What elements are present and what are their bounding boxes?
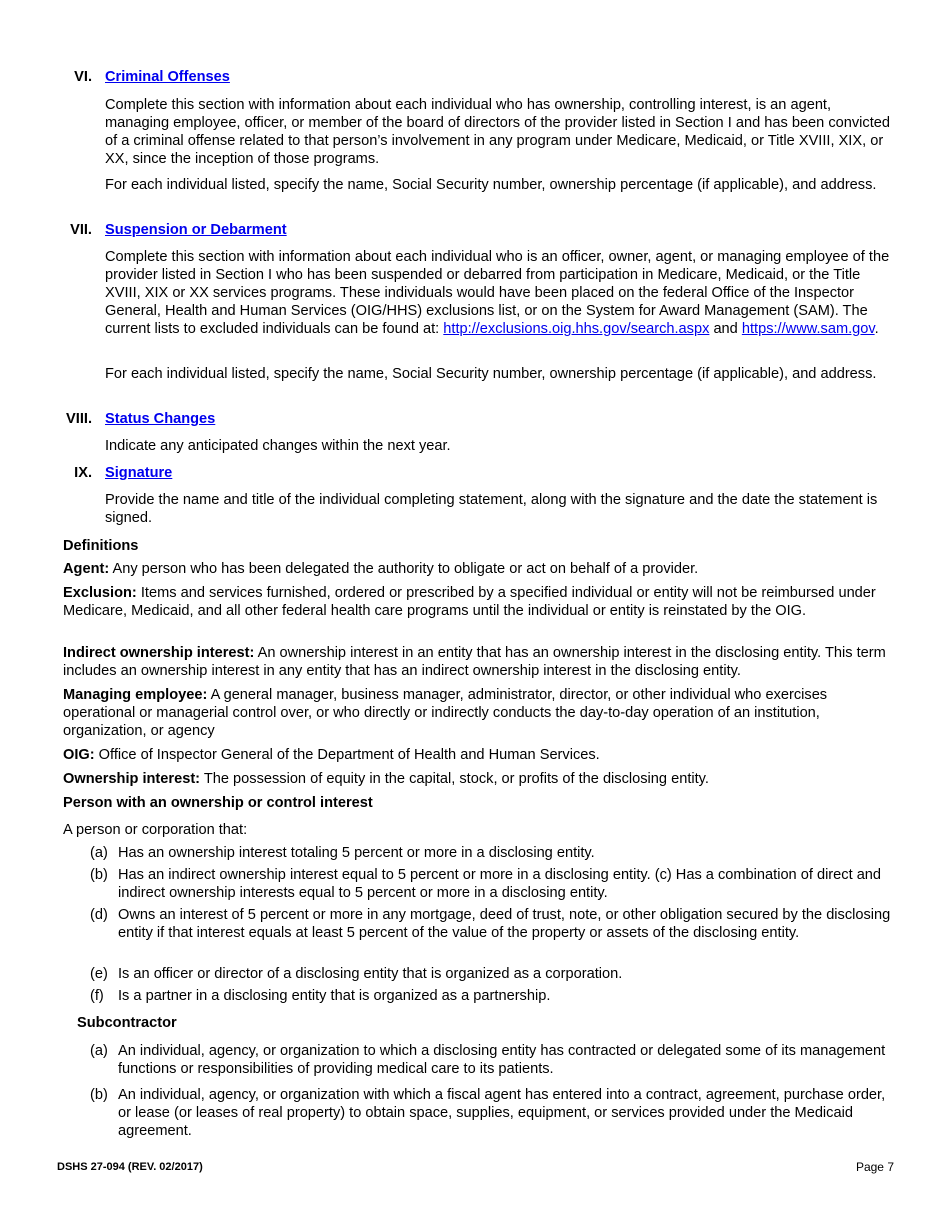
section-number: IX. bbox=[74, 465, 92, 481]
section-ix-title-link[interactable]: Signature bbox=[105, 465, 173, 481]
list-text: An individual, agency, or organization to which a disclosing entity has contracted or delegated some of its management functions or responsibilities of providing medical care to its patients. bbox=[118, 1043, 886, 1077]
definition-text: The possession of equity in the capital, stock, or profits of the disclosing entity. bbox=[200, 771, 709, 787]
term-oig: OIG: bbox=[63, 747, 95, 763]
definition-text: Items and services furnished, ordered or prescribed by a specified individual or entity will not be reimbursed under Medicare, Medicaid, and all other federal health care programs until the individual or entity is reinstated by the OIG. bbox=[63, 585, 876, 619]
section-vi-paragraph-2: For each individual listed, specify the name, Social Security number, ownership percentage (if applicable), and address. bbox=[105, 177, 877, 193]
definition-indirect-ownership bbox=[63, 644, 895, 680]
definition-managing-employee bbox=[63, 686, 895, 740]
section-vii-paragraph bbox=[105, 248, 895, 338]
and-text: and bbox=[709, 321, 742, 337]
list-label: (a) bbox=[90, 1043, 108, 1059]
list-label: (b) bbox=[90, 867, 108, 883]
list-label: (f) bbox=[90, 988, 104, 1004]
definition-text: A general manager, business manager, administrator, director, or other individual who exercises operational or managerial control over, or who directly or indirectly conducts the day-to-day operation of an institution, organization, or agency bbox=[63, 687, 828, 739]
section-vii-text: Complete this section with information about each individual who is an officer, owner, agent, or managing employee of the provider listed in Section I who has been suspended or debarred from participation in Medicare, Medicaid, or the Title XVIII, XIX or XX services programs. These individuals would have been placed on the federal Office of the Inspector General, Health and Human Services (OIG/HHS) exclusions list, or on the System for Award Management (SAM). The current lists to excluded individuals can be found at: bbox=[105, 249, 890, 337]
definition-text: Office of Inspector General of the Department of Health and Human Services. bbox=[94, 747, 600, 763]
list-text: Owns an interest of 5 percent or more in any mortgage, deed of trust, note, or other obligation secured by the disclosing entity if that interest equals at least 5 percent of the value of the property or assets of the disclosing entity. bbox=[118, 907, 891, 941]
term-indirect-ownership: Indirect ownership interest: bbox=[63, 645, 255, 661]
list-label: (d) bbox=[90, 907, 108, 923]
subcontractor-heading: Subcontractor bbox=[77, 1015, 177, 1031]
list-label: (e) bbox=[90, 966, 108, 982]
section-vi-paragraph: Complete this section with information about each individual who has ownership, controlling interest, is an agent, managing employee, officer, or member of the board of directors of the provider listed in Section I and has been convicted of a criminal offense related to that person’s involvement in any program under Medicare, Medicaid, or Title XVIII, XIX, or XX, since the inception of those programs. bbox=[105, 97, 890, 167]
definition-oig bbox=[63, 746, 895, 764]
list-text: Has an indirect ownership interest equal to 5 percent or more in a disclosing entity. (c) Has a combination of direct and indirect ownership interests equal to 5 percent or more in a disclosing entity. bbox=[118, 867, 882, 901]
list-label: (b) bbox=[90, 1087, 108, 1103]
definition-ownership-interest bbox=[63, 770, 895, 788]
section-vii-title-link[interactable]: Suspension or Debarment bbox=[105, 222, 287, 238]
sam-gov-link[interactable]: https://www.sam.gov bbox=[741, 321, 875, 337]
section-number: VIII. bbox=[66, 411, 92, 427]
definition-exclusion bbox=[63, 584, 895, 620]
term-exclusion: Exclusion: bbox=[63, 585, 137, 601]
term-managing-employee: Managing employee: bbox=[63, 687, 208, 703]
section-number: VI. bbox=[74, 69, 92, 85]
period-text: . bbox=[874, 321, 879, 337]
definition-text: An ownership interest in an entity that has an ownership interest in the disclosing entity. This term includes an ownership interest in any entity that has an indirect ownership interest in the disclosing entity. bbox=[63, 645, 886, 679]
term-ownership-interest: Ownership interest: bbox=[63, 771, 201, 787]
list-text: An individual, agency, or organization with which a fiscal agent has entered into a contract, agreement, purchase order, or lease (or leases of real property) to obtain space, supplies, equipment, or services provided under the Medicaid agreement. bbox=[118, 1087, 886, 1139]
section-viii-paragraph: Indicate any anticipated changes within the next year. bbox=[105, 438, 451, 454]
section-ix-paragraph: Provide the name and title of the individual completing statement, along with the signature and the date the statement is signed. bbox=[105, 492, 878, 526]
form-number: DSHS 27-094 (REV. 02/2017) bbox=[57, 1161, 203, 1173]
definition-text: Any person who has been delegated the authority to obligate or act on behalf of a provider. bbox=[109, 561, 699, 577]
list-text: Is a partner in a disclosing entity that is organized as a partnership. bbox=[118, 988, 551, 1004]
person-intro: A person or corporation that: bbox=[63, 822, 248, 838]
page-number: Page 7 bbox=[855, 1160, 894, 1174]
oig-exclusions-link[interactable]: http://exclusions.oig.hhs.gov/search.aspx bbox=[443, 321, 710, 337]
term-agent: Agent: bbox=[63, 561, 110, 577]
list-label: (a) bbox=[90, 845, 108, 861]
person-control-interest-heading: Person with an ownership or control interest bbox=[63, 795, 373, 811]
list-text: Is an officer or director of a disclosing entity that is organized as a corporation. bbox=[118, 966, 623, 982]
section-vi-title-link[interactable]: Criminal Offenses bbox=[105, 69, 230, 85]
section-viii-title-link[interactable]: Status Changes bbox=[105, 411, 216, 427]
definition-agent bbox=[63, 560, 895, 578]
definitions-heading: Definitions bbox=[63, 538, 139, 554]
section-vii-paragraph-2: For each individual listed, specify the name, Social Security number, ownership percentage (if applicable), and address. bbox=[105, 366, 877, 382]
list-text: Has an ownership interest totaling 5 percent or more in a disclosing entity. bbox=[118, 845, 595, 861]
section-number: VII. bbox=[70, 222, 92, 238]
